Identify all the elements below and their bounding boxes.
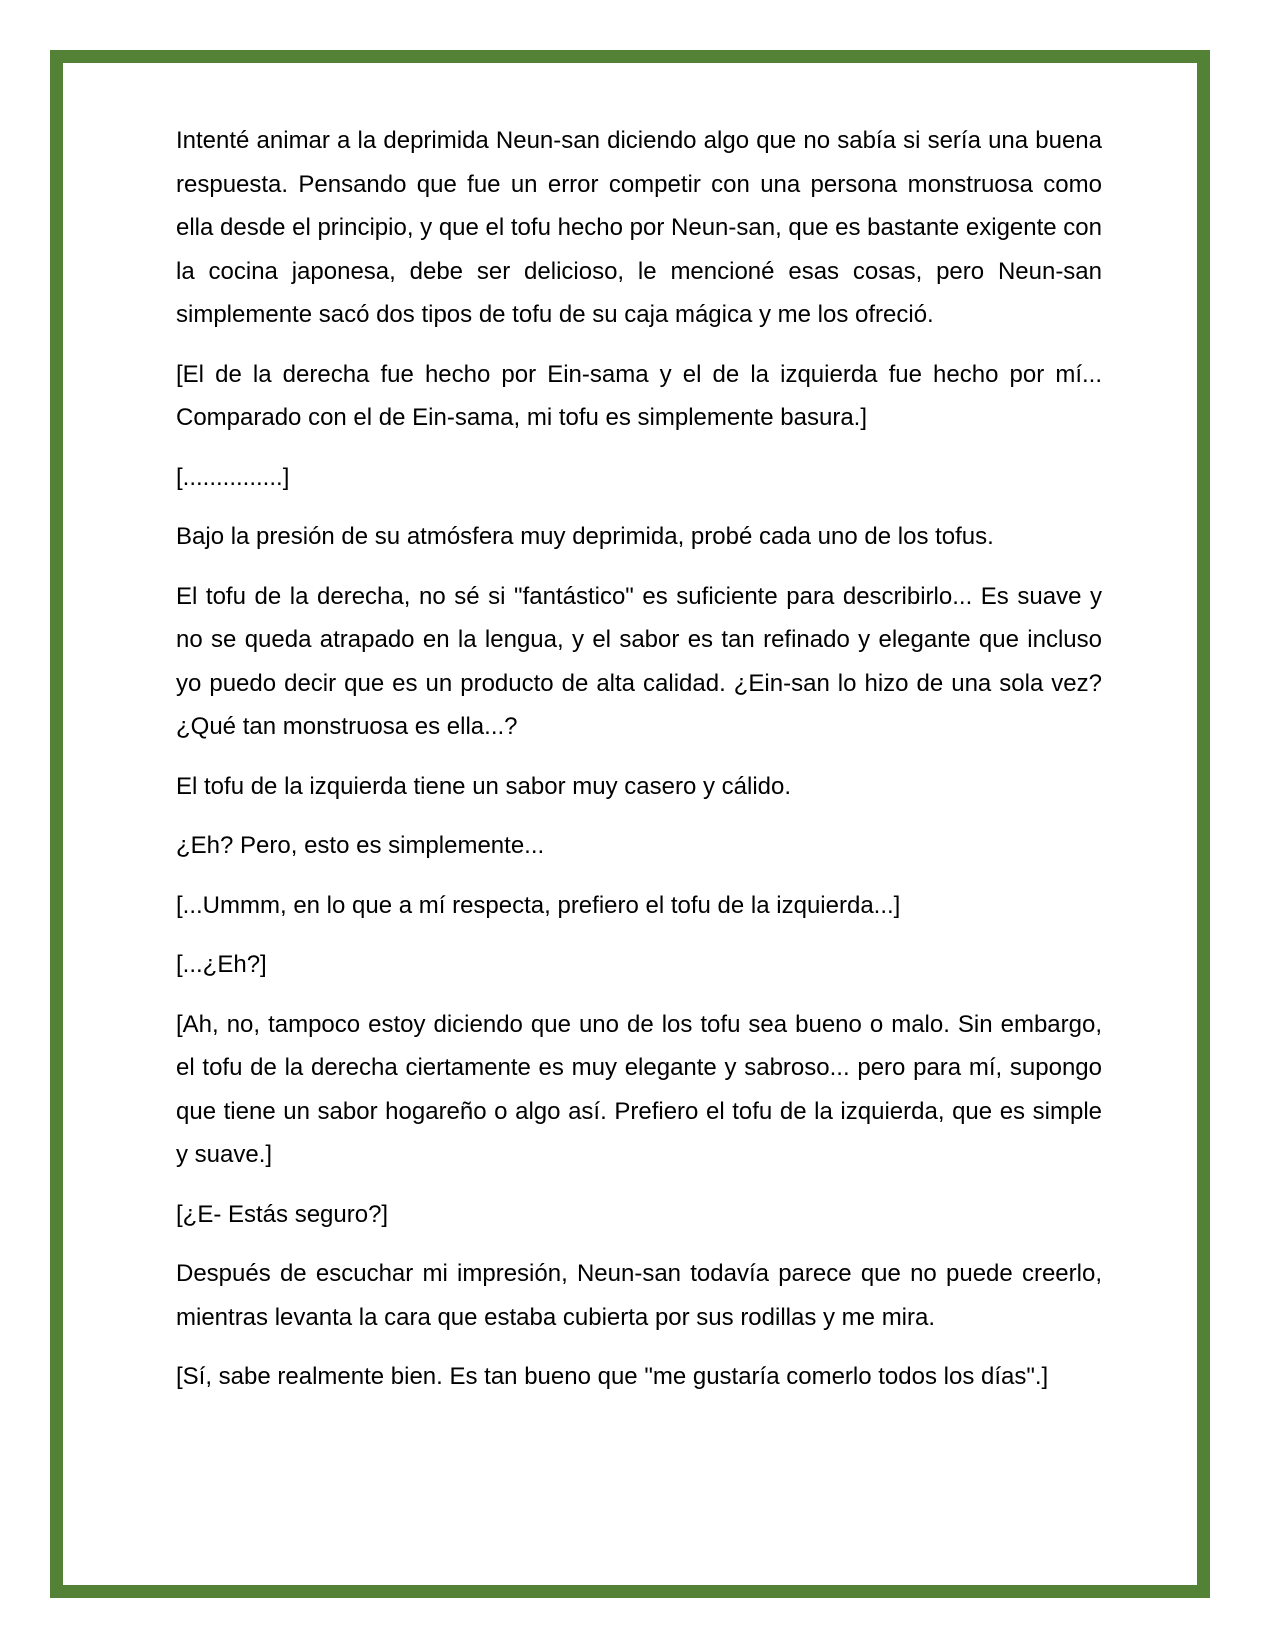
paragraph-4: Bajo la presión de su atmósfera muy deprimida, probé cada uno de los tofus. [176, 523, 994, 550]
paragraph-2: [El de la derecha fue hecho por Ein-sama y el de la izquierda fue hecho por mí... Comparado con el de Ein-sama, mi tofu es simplemente basura.] [176, 360, 1102, 431]
paragraph-6: El tofu de la izquierda tiene un sabor muy casero y cálido. [176, 772, 792, 800]
paragraph-9: [...¿Eh?] [176, 951, 267, 978]
paragraph-3: [...............] [176, 463, 290, 491]
paragraph-10: [Ah, no, tampoco estoy diciendo que uno de los tofu sea bueno o malo. Sin embargo, el tofu de la derecha ciertamente es muy elegante y sabroso... pero para mí, supongo que tiene un sabor hogareño o algo así. Prefiero el tofu de la izquierda, que es simple y suave.] [176, 1010, 1102, 1168]
paragraph-13: [Sí, sabe realmente bien. Es tan bueno que "me gustaría comerlo todos los días".] [176, 1363, 1049, 1390]
paragraph-12: Después de escuchar mi impresión, Neun-san todavía parece que no puede creerlo, mientras levanta la cara que estaba cubierta por sus rodillas y me mira. [176, 1260, 1102, 1331]
paragraph-5: El tofu de la derecha, no sé si "fantástico" es suficiente para describirlo... Es suave y no se queda atrapado en la lengua, y el sabor es tan refinado y elegante que incluso yo puedo decir que es un producto de alta calidad. ¿Ein-san lo hizo de una sola vez? ¿Qué tan monstruosa es ella...? [176, 582, 1102, 740]
paragraph-8: [...Ummm, en lo que a mí respecta, prefiero el tofu de la izquierda...] [176, 891, 901, 919]
document-body [176, 119, 1102, 1399]
paragraph-7: ¿Eh? Pero, esto es simplemente... [176, 832, 545, 859]
paragraph-11: [¿E- Estás seguro?] [176, 1200, 389, 1228]
paragraph-1: Intenté animar a la deprimida Neun-san diciendo algo que no sabía si sería una buena respuesta. Pensando que fue un error competir con una persona monstruosa como ella desde el principio, y que el tofu hecho por Neun-san, que es bastante exigente con la cocina japonesa, debe ser delicioso, le mencioné esas cosas, pero Neun-san simplemente sacó dos tipos de tofu de su caja mágica y me los ofreció. [176, 127, 1102, 328]
